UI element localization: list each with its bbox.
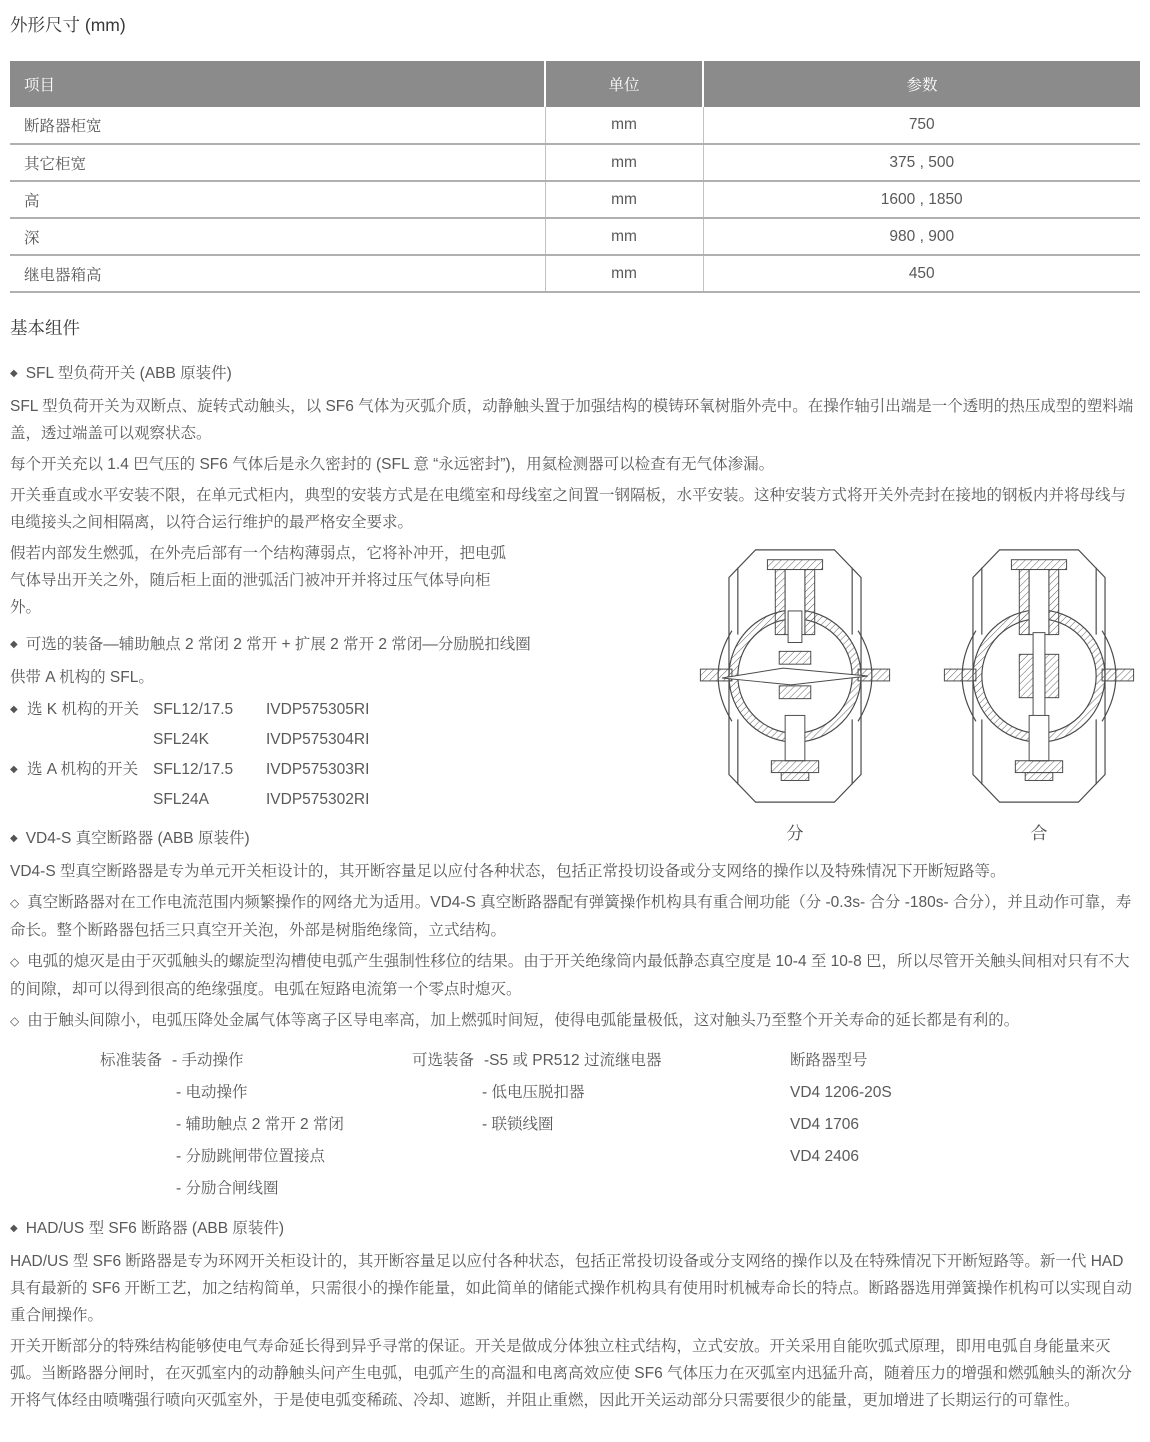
- cell-item: 其它柜宽: [10, 144, 545, 181]
- open-diamond-bullet-icon: ◇: [10, 896, 20, 910]
- vd4s-point-2-text: 电弧的熄灭是由于灭弧触头的螺旋型沟槽使电弧产生强制性移位的结果。由于开关绝缘筒内最低静态真空度是 10-4 至 10-8 巴，所以尽管开关触头间相对只有不大的间隙，却可以得到很高的绝缘强度。电弧在短路电流第一个零点时熄灭。: [10, 953, 1130, 998]
- equipment-item: -S5 或 PR512 过流继电器: [484, 1052, 662, 1069]
- sfl-options-text: 可选的装备—辅助触点 2 常闭 2 常开 + 扩展 2 常开 2 常闭—分励脱扣线圈: [25, 636, 531, 653]
- table-row: [10, 255, 1140, 292]
- equipment-item: - 电动操作: [176, 1084, 248, 1101]
- equipment-first-line: [100, 1045, 412, 1077]
- vd4s-point-1-text: 真空断路器对在工作电流范围内频繁操作的网络尤为适用。VD4-S 真空断路器配有弹簧操作机构具有重合闸功能（分 -0.3s- 合分 -180s- 合分），并且动作可靠，寿命长。整个断路器包括三只真空开关泡，外部是树脂绝缘筒，立式结构。: [10, 894, 1132, 939]
- table-row: [10, 107, 1140, 144]
- sfl-title: SFL 型负荷开关 (ABB 原装件): [25, 365, 232, 382]
- switch-closed-figure: [940, 540, 1138, 844]
- mechanism-label: 选 A 机构的开关: [27, 761, 139, 778]
- equipment-item: - 分励合闸线圈: [176, 1180, 279, 1197]
- switch-cross-section-diagram: [692, 540, 1142, 844]
- sfl-paragraph-3: 开关垂直或水平安装不限，在单元式柜内，典型的安装方式是在电缆室和母线室之间置一钢隔板，水平安装。这种安装方式将开关外壳封在接地的钢板内并将母线与电缆接头之间相隔离，以符合运行维护的最严格安全要求。: [10, 487, 1127, 531]
- section-title: 基本组件: [10, 318, 80, 338]
- switch-closed-drawing: [940, 540, 1138, 812]
- optional-equipment-column: [412, 1045, 790, 1205]
- sfl-paragraph-2: 每个开关充以 1.4 巴气压的 SF6 气体后是永久密封的 (SFL 意 “永远密封”)，用氦检测器可以检查有无气体渗漏。: [10, 456, 775, 473]
- equipment-item: - 手动操作: [172, 1052, 244, 1069]
- equipment-first-line: [412, 1045, 790, 1077]
- vd4s-point-1: [10, 889, 1140, 944]
- equipment-item: - 辅助触点 2 常开 2 常闭: [176, 1116, 344, 1133]
- vd4s-paragraph-1: VD4-S 型真空断路器是专为单元开关柜设计的，其开断容量足以应付各种状态，包括正常投切设备或分支网络的操作以及特殊情况下开断短路等。: [10, 863, 1006, 880]
- header-cell-item: 项目: [10, 61, 545, 107]
- cell-value: 750: [703, 107, 1140, 144]
- equipment-columns: [100, 1045, 1140, 1205]
- mechanism-label: [27, 725, 153, 755]
- vd4s-title: VD4-S 真空断路器 (ABB 原装件): [25, 830, 250, 847]
- mechanism-label: 选 K 机构的开关: [27, 701, 139, 718]
- cell-unit: mm: [545, 218, 703, 255]
- diamond-bullet-icon: ◆: [10, 639, 18, 650]
- breaker-model: VD4 2406: [790, 1148, 859, 1165]
- optional-equipment-label: 可选装备: [412, 1052, 475, 1069]
- diamond-bullet-icon: ◆: [10, 833, 18, 844]
- breaker-models-column: [790, 1045, 892, 1205]
- cell-item: 深: [10, 218, 545, 255]
- cell-unit: mm: [545, 144, 703, 181]
- cell-item: 继电器箱高: [10, 255, 545, 292]
- sfl-options-line-2: 供带 A 机构的 SFL。: [10, 669, 154, 686]
- table-row: [10, 181, 1140, 218]
- breaker-model: VD4 1206-20S: [790, 1084, 892, 1101]
- order-code: IVDP575302RI: [266, 791, 370, 808]
- cell-item: 高: [10, 181, 545, 218]
- equipment-item: - 分励跳闸带位置接点: [176, 1148, 325, 1165]
- standard-equipment-label: 标准装备: [100, 1052, 163, 1069]
- breaker-model: VD4 1706: [790, 1116, 859, 1133]
- switch-model: SFL24A: [153, 791, 210, 808]
- diamond-bullet-icon: ◆: [10, 368, 18, 379]
- switch-model: SFL12/17.5: [153, 701, 234, 718]
- page-title: 外形尺寸 (mm): [10, 15, 126, 35]
- switch-open-drawing: [696, 540, 894, 812]
- hadus-title-line: [10, 1215, 1140, 1244]
- header-cell-param: 参数: [703, 61, 1140, 107]
- cell-unit: mm: [545, 107, 703, 144]
- cell-unit: mm: [545, 255, 703, 292]
- table-header-row: [10, 61, 1140, 107]
- sfl-paragraph-1: SFL 型负荷开关为双断点、旋转式动触头，以 SF6 气体为灭弧介质，动静触头置于加强结构的模铸环氧树脂外壳中。在操作轴引出端是一个透明的热压成型的塑料端盖，透过端盖可以观察状态。: [10, 398, 1134, 442]
- diamond-bullet-icon: ◆: [10, 1223, 18, 1234]
- equipment-item: - 低电压脱扣器: [482, 1084, 585, 1101]
- cell-value: 1600 , 1850: [703, 181, 1140, 218]
- equipment-item: - 联锁线圈: [482, 1116, 554, 1133]
- open-state-label: 分: [786, 824, 804, 843]
- diamond-bullet-icon: ◆: [10, 704, 18, 715]
- table-row: [10, 218, 1140, 255]
- sfl-title-line: [10, 360, 1140, 389]
- vd4s-point-2: [10, 948, 1140, 1003]
- cell-unit: mm: [545, 181, 703, 218]
- vd4s-point-3-text: 由于触头间隙小，电弧压降处金属气体等离子区导电率高，加上燃弧时间短，使得电弧能量极低，这对触头乃至整个开关寿命的延长都是有利的。: [27, 1012, 1020, 1029]
- open-diamond-bullet-icon: ◇: [10, 1014, 20, 1028]
- order-code: IVDP575305RI: [266, 701, 370, 718]
- order-code: IVDP575304RI: [266, 731, 370, 748]
- switch-model: SFL12/17.5: [153, 761, 234, 778]
- order-code: IVDP575303RI: [266, 761, 370, 778]
- hadus-paragraph-1: HAD/US 型 SF6 断路器是专为环网开关柜设计的，其开断容量足以应付各种状态，包括正常投切设备或分支网络的操作以及在特殊情况下开断短路等。新一代 HAD 具有最新的 SF6 开断工艺，加之结构简单，只需很小的操作能量，如此简单的储能式操作机构具有使用时机械寿命长的特点。断路器选用弹簧操作机构可以实现自动重合闸操作。: [10, 1253, 1133, 1324]
- breaker-models-label: 断路器型号: [790, 1052, 868, 1069]
- closed-state-label: 合: [1030, 824, 1048, 843]
- vd4s-point-3: [10, 1007, 1140, 1035]
- sfl-paragraph-4: 假若内部发生燃弧，在外壳后部有一个结构薄弱点，它将补冲开，把电弧气体导出开关之外，随后柜上面的泄弧活门被冲开并将过压气体导向柜外。: [10, 545, 507, 616]
- diamond-bullet-icon: [10, 725, 27, 755]
- hadus-title: HAD/US 型 SF6 断路器 (ABB 原装件): [25, 1220, 285, 1237]
- cell-value: 980 , 900: [703, 218, 1140, 255]
- cell-item: 断路器柜宽: [10, 107, 545, 144]
- dimensions-table: [10, 61, 1140, 293]
- switch-model: SFL24K: [153, 731, 210, 748]
- diamond-bullet-icon: [10, 785, 27, 815]
- cell-value: 375 , 500: [703, 144, 1140, 181]
- open-diamond-bullet-icon: ◇: [10, 955, 20, 969]
- cell-value: 450: [703, 255, 1140, 292]
- standard-equipment-column: [100, 1045, 412, 1205]
- switch-open-figure: [696, 540, 894, 844]
- diamond-bullet-icon: ◆: [10, 764, 18, 775]
- table-row: [10, 144, 1140, 181]
- mechanism-label: [27, 785, 153, 815]
- header-cell-unit: 单位: [545, 61, 703, 107]
- hadus-paragraph-2: 开关开断部分的特殊结构能够使电气寿命延长得到异乎寻常的保证。开关是做成分体独立柱式结构，立式安放。开关采用自能吹弧式原理，即用电弧自身能量来灭弧。当断路器分闸时，在灭弧室内的动静触头问产生电弧，电弧产生的高温和电离高效应使 SF6 气体压力在灭弧室内迅猛升高，随着压力的增强和燃弧触头的渐次分开将气体经由喷嘴强行喷向灭弧室外，于是使电弧变稀疏、冷却、遮断，并阻止重燃，因此开关运动部分只需要很少的能量，更加增进了长期运行的可靠性。: [10, 1338, 1133, 1409]
